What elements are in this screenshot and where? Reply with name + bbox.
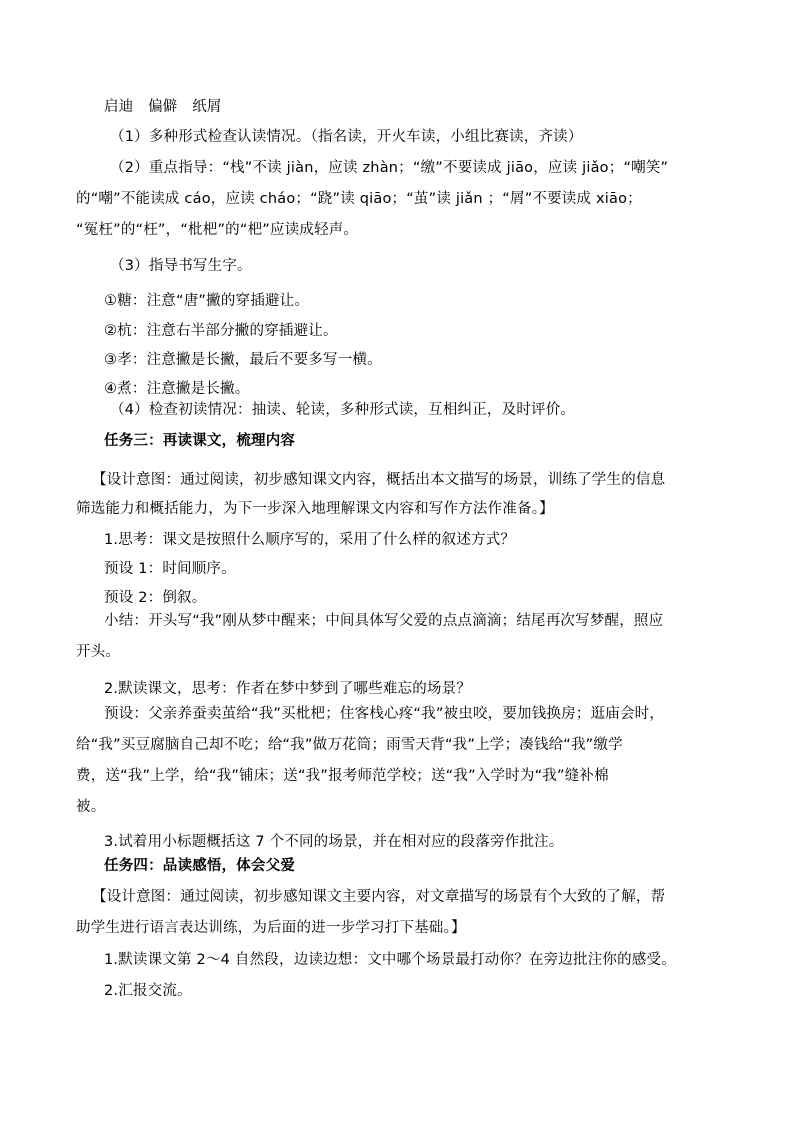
vocab-words-line: 启迪 偏僻 纸屑 — [104, 99, 222, 115]
question-4-2: 2.汇报交流。 — [104, 983, 192, 999]
question-1: 1.思考：课文是按照什么顺序写的，采用了什么样的叙述方式？ — [104, 532, 516, 548]
task-3-heading: 任务三：再读课文，梳理内容 — [104, 433, 296, 449]
preset-scenes-line-4: 被。 — [76, 799, 106, 815]
preset-scenes-line-1: 预设：父亲养蚕卖茧给“我”买枇杷；住客栈心疼“我”被虫咬，要加钱换房；逛庙会时， — [104, 706, 665, 722]
design-intent-4-line-2: 助学生进行语言表达训练，为后面的进一步学习打下基础。】 — [76, 920, 466, 936]
step-3-line: （3）指导书写生字。 — [110, 258, 252, 274]
char-note-1: ①糖：注意“唐”撇的穿插避让。 — [104, 293, 310, 309]
step-2-line-3: “冤枉”的“枉”，“枇杷”的“杷”应读成轻声。 — [76, 222, 359, 238]
step-2-line-2: 的“嘲”不能读成 cáo，应读 cháo；“跷”读 qiāo；“茧”读 jiǎn ；“屑”不要读成 xiāo； — [76, 191, 642, 207]
design-intent-3-line-1: 【设计意图：通过阅读，初步感知课文内容，概括出本文描写的场景，训练了学生的信息 — [92, 472, 666, 488]
design-intent-3-line-2: 筛选能力和概括能力，为下一步深入地理解课文内容和写作方法作准备。】 — [76, 501, 554, 517]
step-4-line: （4）检查初读情况：抽读、轮读，多种形式读，互相纠正，及时评价。 — [110, 402, 576, 418]
preset-scenes-line-2: 给“我”买豆腐脑自己却不吃；给“我”做万花筒；雨雪天背“我”上学；凑钱给“我”缴学 — [76, 737, 623, 753]
preset-1: 预设 1：时间顺序。 — [104, 561, 236, 577]
char-note-3: ③孝：注意撇是长撇，最后不要多写一横。 — [104, 352, 382, 368]
question-4-1: 1.默读课文第 2～4 自然段，边读边想：文中哪个场景最打动你？在旁边批注你的感受。 — [104, 952, 676, 968]
char-note-4: ④煮：注意撇是长撇。 — [104, 381, 250, 397]
step-1-line: （1）多种形式检查认读情况。（指名读，开火车读，小组比赛读，齐读） — [110, 129, 583, 145]
question-3: 3.试着用小标题概括这 7 个不同的场景，并在相对应的段落旁作批注。 — [104, 834, 564, 850]
task-4-heading: 任务四：品读感悟，体会父爱 — [104, 858, 296, 874]
question-2: 2.默读课文，思考：作者在梦中梦到了哪些难忘的场景？ — [104, 681, 472, 697]
preset-scenes-line-3: 费，送“我”上学，给“我”铺床；送“我”报考师范学校；送“我”入学时为“我”缝补棉 — [76, 768, 609, 784]
summary-line-2: 开头。 — [76, 644, 121, 660]
preset-2: 预设 2：倒叙。 — [104, 590, 207, 606]
summary-line-1: 小结：开头写“我”刚从梦中醒来；中间具体写父爱的点点滴滴；结尾再次写梦醒，照应 — [104, 613, 664, 629]
char-note-2: ②杭：注意右半部分撇的穿插避让。 — [104, 323, 338, 339]
step-2-line-1: （2）重点指导：“栈”不读 jiàn，应读 zhàn；“缴”不要读成 jiāo，应读 jiǎo；“嘲笑” — [110, 160, 669, 176]
design-intent-4-line-1: 【设计意图：通过阅读，初步感知课文主要内容，对文章描写的场景有个大致的了解，帮 — [92, 889, 666, 905]
